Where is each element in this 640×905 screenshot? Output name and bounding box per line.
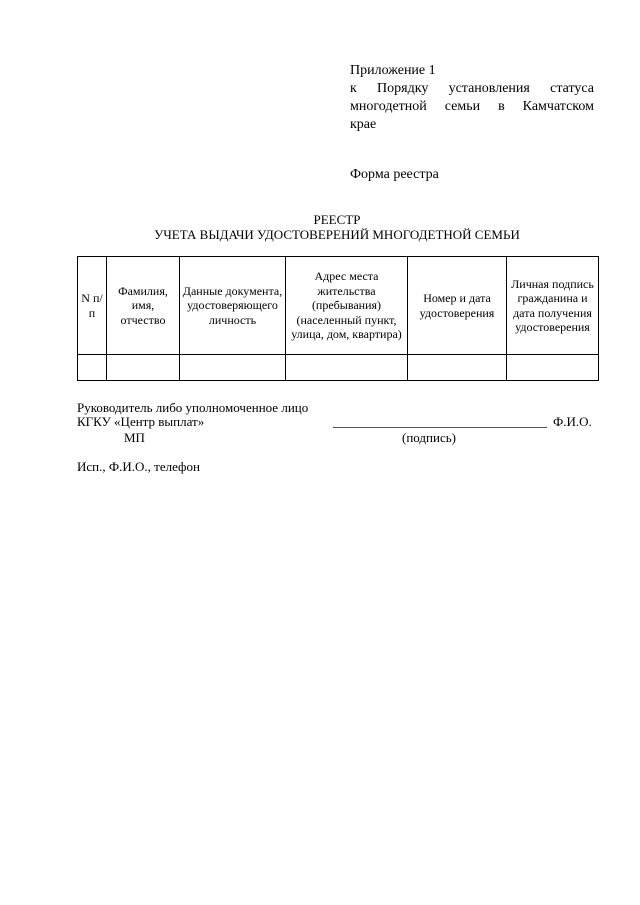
register-title: РЕЕСТР [313, 212, 361, 227]
registry-table [77, 256, 599, 381]
table-cell[interactable] [180, 355, 286, 381]
table-cell[interactable] [408, 355, 507, 381]
fio-label: Ф.И.О. [553, 414, 592, 429]
annex-reference-line: крае [350, 117, 377, 132]
table-row [78, 355, 599, 381]
column-header-address: Адрес места жительства (пребывания) (населенный пункт, улица, дом, квартира) [286, 257, 408, 355]
column-header-signature-date: Личная подпись гражданина и дата получения удостоверения [507, 257, 599, 355]
annex-block [350, 62, 594, 134]
column-header-certificate-number-date: Номер и дата удостоверения [408, 257, 507, 355]
form-title: Форма реестра [350, 167, 439, 182]
register-subtitle: УЧЕТА ВЫДАЧИ УДОСТОВЕРЕНИЙ МНОГОДЕТНОЙ СЕМЬИ [154, 227, 520, 242]
table-cell[interactable] [286, 355, 408, 381]
signature-line[interactable] [333, 427, 547, 428]
stamp-place-label: МП [124, 430, 145, 445]
table-cell[interactable] [107, 355, 180, 381]
annex-reference-line: к Порядку установления статуса [350, 81, 594, 96]
column-header-identity-document: Данные документа, удостоверяющего личность [180, 257, 286, 355]
signature-caption: (подпись) [402, 430, 456, 445]
table-cell[interactable] [78, 355, 107, 381]
column-header-full-name: Фамилия, имя, отчество [107, 257, 180, 355]
table-cell[interactable] [507, 355, 599, 381]
signer-title: Руководитель либо уполномоченное лицо [77, 400, 309, 415]
column-header-number: N п/п [78, 257, 107, 355]
annex-reference-line: многодетной семьи в Камчатском [350, 99, 594, 114]
signer-organization: КГКУ «Центр выплат» [77, 414, 205, 429]
executor-line: Исп., Ф.И.О., телефон [77, 459, 200, 474]
table-header-row [78, 257, 599, 355]
annex-title: Приложение 1 [350, 63, 436, 78]
